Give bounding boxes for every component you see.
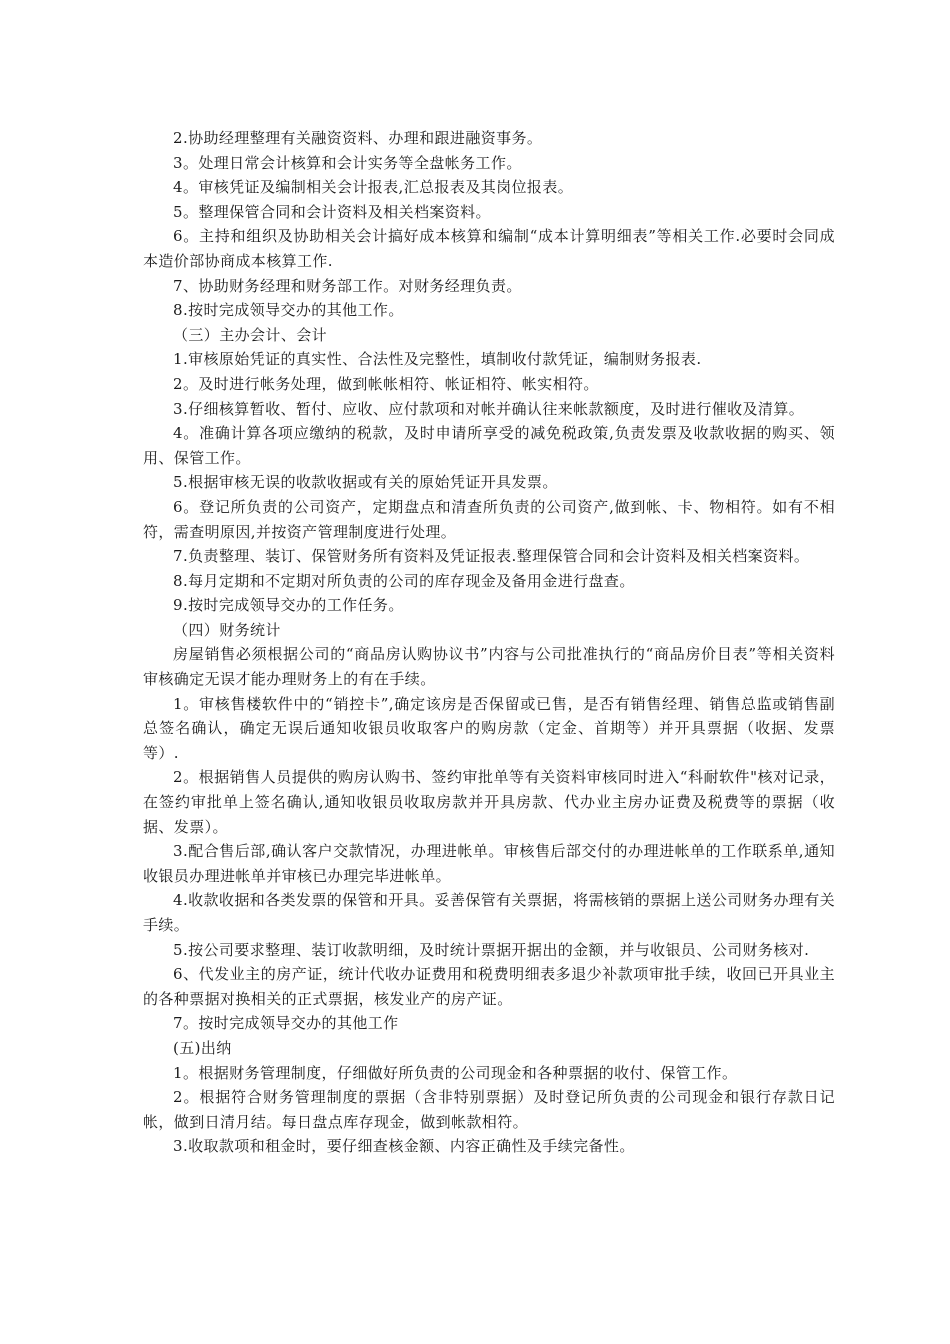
section-heading: (五)出纳 [173, 1038, 232, 1057]
paragraph: 7。按时完成领导交办的其他工作 [173, 1014, 399, 1033]
paragraph: 2。根据符合财务管理制度的票据（含非特别票据）及时登记所负责的公司现金和银行存款日记帐，做到日清月结。每日盘点库存现金，做到帐款相符。 [143, 1088, 835, 1131]
paragraph: 5.按公司要求整理、装订收款明细，及时统计票据开据出的金额，并与收银员、公司财务核对. [173, 940, 810, 959]
paragraph: 5。整理保管合同和会计资料及相关档案资料。 [173, 202, 491, 221]
section-heading: （四）财务统计 [173, 620, 281, 639]
paragraph: 6。登记所负责的公司资产，定期盘点和清查所负责的公司资产,做到帐、卡、物相符。如有不相符，需查明原因,并按资产管理制度进行处理。 [143, 497, 835, 541]
paragraph: 6、代发业主的房产证，统计代收办证费用和税费明细表多退少补款项审批手续，收回已开具业主的各种票据对换相关的正式票据，核发业产的房产证。 [143, 965, 835, 1008]
paragraph: 8.按时完成领导交办的其他工作。 [173, 301, 404, 320]
paragraph: 1。审核售楼软件中的“销控卡”,确定该房是否保留或已售，是否有销售经理、销售总监或销售副总签名确认，确定无误后通知收银员收取客户的购房款（定金、首期等）并开具票据（收据、发票等）. [143, 694, 835, 762]
paragraph: 3.配合售后部,确认客户交款情况，办理进帐单。审核售后部交付的办理进帐单的工作联系单,通知收银员办理进帐单并审核已办理完毕进帐单。 [143, 842, 835, 885]
paragraph: 6。主持和组织及协助相关会计搞好成本核算和编制“成本计算明细表”等相关工作.必要时会同成本造价部协商成本核算工作. [143, 227, 835, 270]
paragraph: 1。根据财务管理制度，仔细做好所负责的公司现金和各种票据的收付、保管工作。 [173, 1063, 738, 1082]
document-body [143, 126, 835, 1159]
paragraph: 9.按时完成领导交办的工作任务。 [173, 596, 404, 615]
paragraph: 2。及时进行帐务处理，做到帐帐相符、帐证相符、帐实相符。 [173, 374, 599, 393]
paragraph: 3.收取款项和租金时，要仔细查核金额、内容正确性及手续完备性。 [173, 1137, 635, 1156]
paragraph: 7、协助财务经理和财务部工作。对财务经理负责。 [173, 276, 522, 295]
paragraph: 4.收款收据和各类发票的保管和开具。妥善保管有关票据，将需核销的票据上送公司财务办理有关手续。 [143, 891, 835, 934]
paragraph: 房屋销售必须根据公司的“商品房认购协议书”内容与公司批准执行的“商品房价目表”等相关资料审核确定无误才能办理财务上的有在手续。 [143, 645, 835, 689]
paragraph: 1.审核原始凭证的真实性、合法性及完整性，填制收付款凭证，编制财务报表. [173, 350, 702, 369]
paragraph: 3。处理日常会计核算和会计实务等全盘帐务工作。 [173, 153, 522, 172]
paragraph: 4。准确计算各项应缴纳的税款，及时申请所享受的减免税政策,负责发票及收款收据的购买、领用、保管工作。 [143, 424, 835, 467]
paragraph: 4。审核凭证及编制相关会计报表,汇总报表及其岗位报表。 [173, 178, 574, 197]
paragraph: 2。根据销售人员提供的购房认购书、签约审批单等有关资料审核同时进入“科耐软件"核对记录，在签约审批单上签名确认,通知收银员收取房款并开具房款、代办业主房办证费及税费等的票据（收据、发票）。 [143, 768, 835, 836]
paragraph: 7.负责整理、装订、保管财务所有资料及凭证报表.整理保管合同和会计资料及相关档案资料。 [173, 547, 810, 566]
paragraph: 3.仔细核算暂收、暂付、应收、应付款项和对帐并确认往来帐款额度，及时进行催收及清算。 [173, 399, 805, 418]
paragraph: 8.每月定期和不定期对所负责的公司的库存现金及备用金进行盘查。 [173, 571, 635, 590]
paragraph: 5.根据审核无误的收款收据或有关的原始凭证开具发票。 [173, 473, 558, 492]
paragraph: 2.协助经理整理有关融资资料、办理和跟进融资事务。 [173, 129, 543, 147]
section-heading: （三）主办会计、会计 [173, 325, 328, 344]
